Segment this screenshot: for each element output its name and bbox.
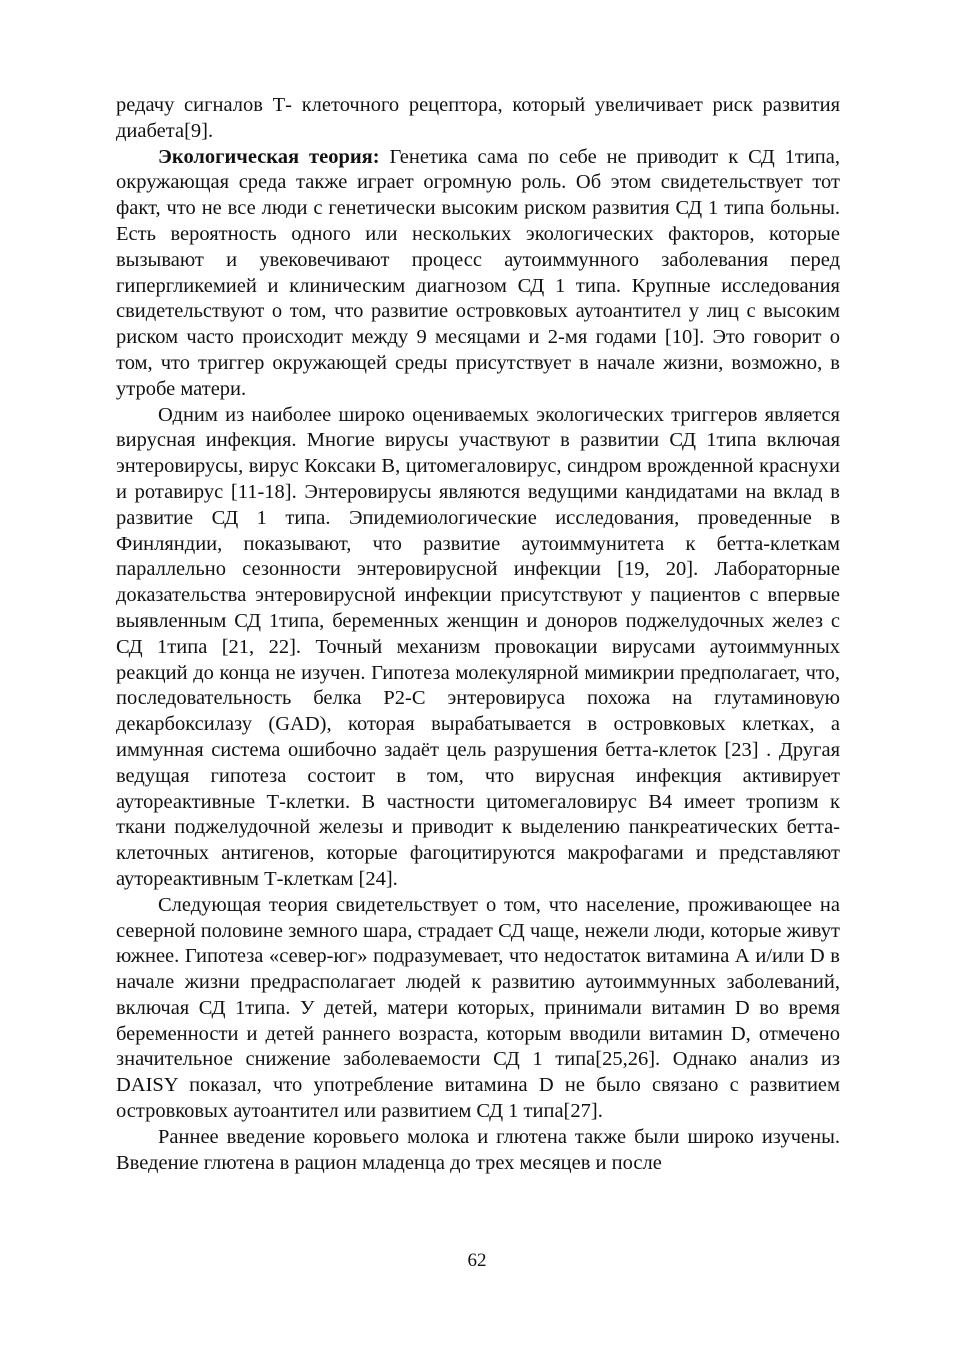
paragraph-3-text: Одним из наиболее широко оцениваемых экологических триггеров является вирусная инфекция. Многие вирусы участвуют в развитии СД 1типа включая энтеровирусы, вирус Коксаки В, цитомегаловирус, синдром врожденной краснухи и ротавирус [11-18]. Энтеровирусы являются ведущими кандидатами на вклад в развитие СД 1 типа. Эпидемиологические исследования, проведенные в Финляндии, показывают, что развитие аутоиммунитета к бетта-клеткам параллельно сезонности энтеровирусной инфекции [19, 20]. Лабораторные доказательства энтеровирусной инфекции присутствуют у пациентов с впервые выявленным СД 1типа, беременных женщин и доноров поджелудочных желез с СД 1типа [21, 22]. Точный механизм провокации вирусами аутоиммунных реакций до конца не изучен. Гипотеза молекулярной мимикрии предполагает, что, последовательность белка P2-C энтеровируса похожа на глутаминовую декарбоксилазу (GAD), которая вырабатывается в островковых клетках, а иммунная система ошибочно задаёт цель разрушения бетта-клеток [23] . Другая ведущая гипотеза состоит в том, что вирусная инфекция активирует аутореактивные Т-клетки. В частности цитомегаловирус В4 имеет тропизм к ткани поджелудочной железы и приводит к выделению панкреатических бетта-клеточных антигенов, которые фагоцитируются макрофагами и представляют аутореактивным Т-клеткам [24]. (116, 403, 840, 890)
page-number: 62 (467, 1250, 487, 1271)
paragraph-4 (116, 893, 840, 1125)
paragraph-3 (116, 403, 840, 893)
body-text (116, 93, 840, 1176)
paragraph-1-text: редачу сигналов Т- клеточного рецептора, который увеличивает риск развития диабета[9]. (116, 94, 840, 142)
paragraph-2 (116, 145, 840, 403)
paragraph-5 (116, 1125, 840, 1177)
section-heading-ecological-theory: Экологическая теория: (158, 145, 380, 168)
paragraph-4-text: Следующая теория свидетельствует о том, что население, проживающее на северной половине земного шара, страдает СД чаще, нежели люди, которые живут южнее. Гипотеза «север-юг» подразумевает, что недостаток витамина А и/или D в начале жизни предрасполагает людей к развитию аутоиммунных заболеваний, включая СД 1типа. У детей, матери которых, принимали витамин D во время беременности и детей раннего возраста, которым вводили витамин D, отмечено значительное снижение заболеваемости СД 1 типа[25,26]. Однако анализ из DAISY показал, что употребление витамина D не было связано с развитием островковых аутоантител или развитием СД 1 типа[27]. (116, 893, 840, 1123)
paragraph-5-text: Раннее введение коровьего молока и глютена также были широко изучены. Введение глютена в рацион младенца до трех месяцев и после (116, 1125, 840, 1174)
paragraph-1 (116, 93, 840, 145)
paragraph-2-text: Генетика сама по себе не приводит к СД 1типа, окружающая среда также играет огромную роль. Об этом свидетельствует тот факт, что не все люди с генетически высоким риском развития СД 1 типа больны. Есть вероятность одного или нескольких экологических факторов, которые вызывают и увековечивают процесс аутоиммунного заболевания перед гипергликемией и клиническим диагнозом СД 1 типа. Крупные исследования свидетельствуют о том, что развитие островковых аутоантител у лиц с высоким риском часто происходит между 9 месяцами и 2-мя годами [10]. Это говорит о том, что триггер окружающей среды присутствует в начале жизни, возможно, в утробе матери. (116, 145, 840, 400)
